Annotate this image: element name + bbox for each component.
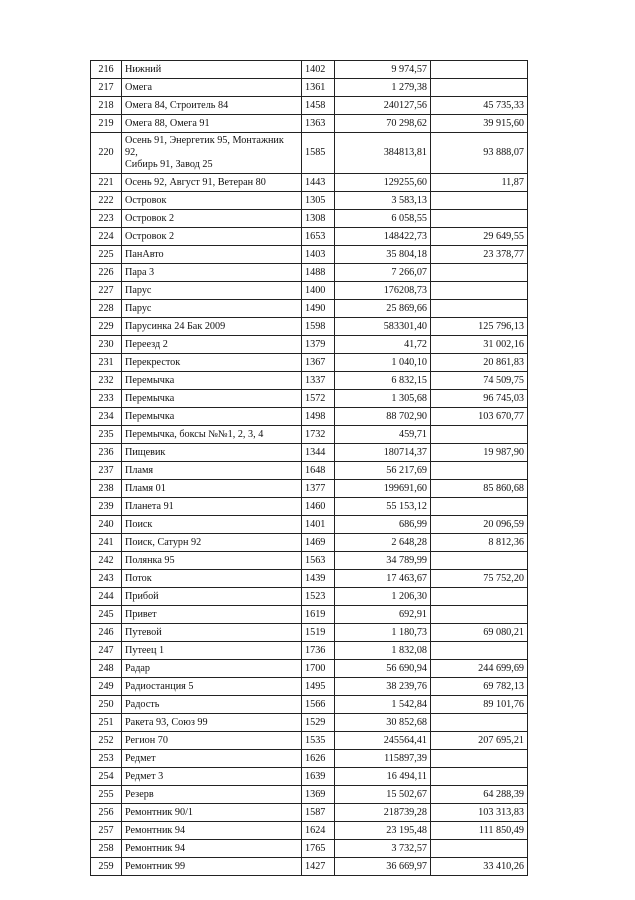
table-row	[91, 264, 528, 282]
table-row	[91, 822, 528, 840]
row-number-cell: 242	[91, 552, 122, 570]
table-row	[91, 408, 528, 426]
organization-name-cell: Нижний	[122, 61, 302, 79]
table-row	[91, 714, 528, 732]
organization-name-cell: Перемычка	[122, 372, 302, 390]
amount-cell: 180714,37	[335, 444, 431, 462]
amount-cell: 3 583,13	[335, 192, 431, 210]
extra-amount-cell: 64 288,39	[431, 786, 528, 804]
code-cell: 1439	[302, 570, 335, 588]
code-cell: 1535	[302, 732, 335, 750]
row-number-cell: 223	[91, 210, 122, 228]
table-row	[91, 282, 528, 300]
code-cell: 1369	[302, 786, 335, 804]
organization-name-cell: Перемычка, боксы №№1, 2, 3, 4	[122, 426, 302, 444]
amount-cell: 129255,60	[335, 174, 431, 192]
row-number-cell: 228	[91, 300, 122, 318]
extra-amount-cell	[431, 264, 528, 282]
amount-cell: 3 732,57	[335, 840, 431, 858]
organization-name-cell: Редмет 3	[122, 768, 302, 786]
extra-amount-cell	[431, 714, 528, 732]
code-cell: 1598	[302, 318, 335, 336]
row-number-cell: 227	[91, 282, 122, 300]
row-number-cell: 232	[91, 372, 122, 390]
row-number-cell: 226	[91, 264, 122, 282]
table-row	[91, 246, 528, 264]
registry-table-body	[91, 61, 528, 876]
extra-amount-cell: 93 888,07	[431, 133, 528, 174]
amount-cell: 583301,40	[335, 318, 431, 336]
code-cell: 1337	[302, 372, 335, 390]
extra-amount-cell	[431, 840, 528, 858]
row-number-cell: 233	[91, 390, 122, 408]
extra-amount-cell	[431, 61, 528, 79]
row-number-cell: 218	[91, 97, 122, 115]
extra-amount-cell	[431, 498, 528, 516]
amount-cell: 1 279,38	[335, 79, 431, 97]
code-cell: 1529	[302, 714, 335, 732]
organization-name-cell: ПанАвто	[122, 246, 302, 264]
code-cell: 1344	[302, 444, 335, 462]
table-row	[91, 462, 528, 480]
code-cell: 1765	[302, 840, 335, 858]
code-cell: 1367	[302, 354, 335, 372]
organization-name-cell: Парус	[122, 282, 302, 300]
extra-amount-cell	[431, 642, 528, 660]
code-cell: 1639	[302, 768, 335, 786]
amount-cell: 240127,56	[335, 97, 431, 115]
organization-name-cell: Ремонтник 99	[122, 858, 302, 876]
table-row	[91, 732, 528, 750]
table-row	[91, 678, 528, 696]
code-cell: 1626	[302, 750, 335, 768]
amount-cell: 176208,73	[335, 282, 431, 300]
organization-name-cell: Путеец 1	[122, 642, 302, 660]
table-row	[91, 696, 528, 714]
amount-cell: 55 153,12	[335, 498, 431, 516]
extra-amount-cell: 125 796,13	[431, 318, 528, 336]
table-row	[91, 210, 528, 228]
amount-cell: 16 494,11	[335, 768, 431, 786]
code-cell: 1498	[302, 408, 335, 426]
amount-cell: 15 502,67	[335, 786, 431, 804]
code-cell: 1519	[302, 624, 335, 642]
row-number-cell: 237	[91, 462, 122, 480]
row-number-cell: 254	[91, 768, 122, 786]
amount-cell: 56 217,69	[335, 462, 431, 480]
table-row	[91, 79, 528, 97]
organization-name-cell: Радость	[122, 696, 302, 714]
row-number-cell: 216	[91, 61, 122, 79]
row-number-cell: 258	[91, 840, 122, 858]
amount-cell: 30 852,68	[335, 714, 431, 732]
row-number-cell: 257	[91, 822, 122, 840]
organization-name-cell: Привет	[122, 606, 302, 624]
table-row	[91, 192, 528, 210]
table-row	[91, 228, 528, 246]
table-row	[91, 498, 528, 516]
amount-cell: 1 206,30	[335, 588, 431, 606]
code-cell: 1458	[302, 97, 335, 115]
organization-name-cell: Ремонтник 94	[122, 840, 302, 858]
code-cell: 1400	[302, 282, 335, 300]
extra-amount-cell: 19 987,90	[431, 444, 528, 462]
extra-amount-cell: 74 509,75	[431, 372, 528, 390]
amount-cell: 199691,60	[335, 480, 431, 498]
amount-cell: 115897,39	[335, 750, 431, 768]
table-row	[91, 624, 528, 642]
row-number-cell: 244	[91, 588, 122, 606]
extra-amount-cell: 8 812,36	[431, 534, 528, 552]
extra-amount-cell	[431, 606, 528, 624]
amount-cell: 1 040,10	[335, 354, 431, 372]
row-number-cell: 245	[91, 606, 122, 624]
organization-name-cell: Парусинка 24 Бак 2009	[122, 318, 302, 336]
extra-amount-cell	[431, 79, 528, 97]
code-cell: 1308	[302, 210, 335, 228]
table-row	[91, 115, 528, 133]
extra-amount-cell: 20 096,59	[431, 516, 528, 534]
amount-cell: 384813,81	[335, 133, 431, 174]
table-row	[91, 97, 528, 115]
organization-name-cell: Осень 92, Август 91, Ветеран 80	[122, 174, 302, 192]
table-row	[91, 174, 528, 192]
code-cell: 1363	[302, 115, 335, 133]
table-row	[91, 61, 528, 79]
amount-cell: 25 869,66	[335, 300, 431, 318]
extra-amount-cell: 75 752,20	[431, 570, 528, 588]
code-cell: 1587	[302, 804, 335, 822]
table-row	[91, 480, 528, 498]
table-row	[91, 390, 528, 408]
table-row	[91, 426, 528, 444]
extra-amount-cell: 23 378,77	[431, 246, 528, 264]
row-number-cell: 234	[91, 408, 122, 426]
table-row	[91, 768, 528, 786]
organization-name-cell: Переезд 2	[122, 336, 302, 354]
code-cell: 1619	[302, 606, 335, 624]
organization-name-cell: Поиск	[122, 516, 302, 534]
amount-cell: 1 542,84	[335, 696, 431, 714]
extra-amount-cell: 89 101,76	[431, 696, 528, 714]
row-number-cell: 217	[91, 79, 122, 97]
amount-cell: 23 195,48	[335, 822, 431, 840]
row-number-cell: 248	[91, 660, 122, 678]
amount-cell: 88 702,90	[335, 408, 431, 426]
row-number-cell: 231	[91, 354, 122, 372]
extra-amount-cell	[431, 768, 528, 786]
table-row	[91, 354, 528, 372]
organization-name-cell: Ремонтник 94	[122, 822, 302, 840]
amount-cell: 6 058,55	[335, 210, 431, 228]
organization-name-cell: Ракета 93, Союз 99	[122, 714, 302, 732]
amount-cell: 7 266,07	[335, 264, 431, 282]
organization-name-cell: Путевой	[122, 624, 302, 642]
row-number-cell: 229	[91, 318, 122, 336]
amount-cell: 41,72	[335, 336, 431, 354]
organization-name-cell: Пламя	[122, 462, 302, 480]
organization-name-cell: Перекресток	[122, 354, 302, 372]
row-number-cell: 259	[91, 858, 122, 876]
row-number-cell: 219	[91, 115, 122, 133]
organization-name-cell: Омега	[122, 79, 302, 97]
amount-cell: 692,91	[335, 606, 431, 624]
amount-cell: 34 789,99	[335, 552, 431, 570]
organization-name-cell: Пара 3	[122, 264, 302, 282]
amount-cell: 56 690,94	[335, 660, 431, 678]
amount-cell: 686,99	[335, 516, 431, 534]
row-number-cell: 255	[91, 786, 122, 804]
extra-amount-cell	[431, 462, 528, 480]
row-number-cell: 220	[91, 133, 122, 174]
organization-name-cell: Поиск, Сатурн 92	[122, 534, 302, 552]
table-row	[91, 642, 528, 660]
table-row	[91, 444, 528, 462]
organization-name-cell: Осень 91, Энергетик 95, Монтажник 92, Сибирь 91, Завод 25	[122, 133, 302, 174]
organization-name-cell: Пламя 01	[122, 480, 302, 498]
code-cell: 1377	[302, 480, 335, 498]
organization-name-cell: Островок 2	[122, 210, 302, 228]
row-number-cell: 246	[91, 624, 122, 642]
table-row	[91, 570, 528, 588]
row-number-cell: 224	[91, 228, 122, 246]
row-number-cell: 236	[91, 444, 122, 462]
extra-amount-cell: 69 782,13	[431, 678, 528, 696]
extra-amount-cell	[431, 426, 528, 444]
table-row	[91, 750, 528, 768]
organization-name-cell: Планета 91	[122, 498, 302, 516]
code-cell: 1469	[302, 534, 335, 552]
organization-name-cell: Парус	[122, 300, 302, 318]
code-cell: 1736	[302, 642, 335, 660]
code-cell: 1648	[302, 462, 335, 480]
code-cell: 1624	[302, 822, 335, 840]
table-row	[91, 133, 528, 174]
organization-name-cell: Перемычка	[122, 390, 302, 408]
code-cell: 1566	[302, 696, 335, 714]
extra-amount-cell: 244 699,69	[431, 660, 528, 678]
row-number-cell: 235	[91, 426, 122, 444]
code-cell: 1401	[302, 516, 335, 534]
code-cell: 1732	[302, 426, 335, 444]
table-row	[91, 300, 528, 318]
code-cell: 1490	[302, 300, 335, 318]
organization-name-cell: Регион 70	[122, 732, 302, 750]
organization-name-cell: Островок 2	[122, 228, 302, 246]
extra-amount-cell: 45 735,33	[431, 97, 528, 115]
extra-amount-cell: 33 410,26	[431, 858, 528, 876]
organization-name-cell: Островок	[122, 192, 302, 210]
row-number-cell: 251	[91, 714, 122, 732]
code-cell: 1495	[302, 678, 335, 696]
organization-name-cell: Пищевик	[122, 444, 302, 462]
extra-amount-cell	[431, 552, 528, 570]
table-row	[91, 840, 528, 858]
amount-cell: 218739,28	[335, 804, 431, 822]
amount-cell: 245564,41	[335, 732, 431, 750]
organization-name-cell: Поток	[122, 570, 302, 588]
amount-cell: 1 180,73	[335, 624, 431, 642]
amount-cell: 9 974,57	[335, 61, 431, 79]
row-number-cell: 253	[91, 750, 122, 768]
code-cell: 1572	[302, 390, 335, 408]
amount-cell: 17 463,67	[335, 570, 431, 588]
organization-name-cell: Прибой	[122, 588, 302, 606]
amount-cell: 36 669,97	[335, 858, 431, 876]
code-cell: 1402	[302, 61, 335, 79]
amount-cell: 1 305,68	[335, 390, 431, 408]
organization-name-cell: Полянка 95	[122, 552, 302, 570]
extra-amount-cell	[431, 588, 528, 606]
extra-amount-cell: 103 313,83	[431, 804, 528, 822]
organization-name-cell: Перемычка	[122, 408, 302, 426]
amount-cell: 6 832,15	[335, 372, 431, 390]
table-row	[91, 804, 528, 822]
extra-amount-cell	[431, 210, 528, 228]
code-cell: 1488	[302, 264, 335, 282]
table-row	[91, 588, 528, 606]
table-row	[91, 516, 528, 534]
amount-cell: 459,71	[335, 426, 431, 444]
code-cell: 1379	[302, 336, 335, 354]
extra-amount-cell	[431, 750, 528, 768]
code-cell: 1443	[302, 174, 335, 192]
extra-amount-cell: 207 695,21	[431, 732, 528, 750]
row-number-cell: 230	[91, 336, 122, 354]
code-cell: 1427	[302, 858, 335, 876]
table-row	[91, 534, 528, 552]
organization-name-cell: Омега 84, Строитель 84	[122, 97, 302, 115]
row-number-cell: 225	[91, 246, 122, 264]
row-number-cell: 239	[91, 498, 122, 516]
code-cell: 1361	[302, 79, 335, 97]
amount-cell: 38 239,76	[335, 678, 431, 696]
extra-amount-cell: 96 745,03	[431, 390, 528, 408]
code-cell: 1653	[302, 228, 335, 246]
row-number-cell: 250	[91, 696, 122, 714]
row-number-cell: 240	[91, 516, 122, 534]
organization-name-cell: Омега 88, Омега 91	[122, 115, 302, 133]
organization-name-cell: Радиостанция 5	[122, 678, 302, 696]
extra-amount-cell: 39 915,60	[431, 115, 528, 133]
registry-table	[90, 60, 528, 876]
organization-name-cell: Ремонтник 90/1	[122, 804, 302, 822]
table-row	[91, 552, 528, 570]
row-number-cell: 243	[91, 570, 122, 588]
table-row	[91, 660, 528, 678]
organization-name-cell: Редмет	[122, 750, 302, 768]
row-number-cell: 249	[91, 678, 122, 696]
code-cell: 1523	[302, 588, 335, 606]
row-number-cell: 238	[91, 480, 122, 498]
row-number-cell: 256	[91, 804, 122, 822]
amount-cell: 148422,73	[335, 228, 431, 246]
code-cell: 1305	[302, 192, 335, 210]
amount-cell: 2 648,28	[335, 534, 431, 552]
organization-name-cell: Резерв	[122, 786, 302, 804]
table-row	[91, 606, 528, 624]
table-row	[91, 336, 528, 354]
amount-cell: 70 298,62	[335, 115, 431, 133]
code-cell: 1563	[302, 552, 335, 570]
extra-amount-cell	[431, 300, 528, 318]
row-number-cell: 221	[91, 174, 122, 192]
amount-cell: 35 804,18	[335, 246, 431, 264]
extra-amount-cell: 111 850,49	[431, 822, 528, 840]
extra-amount-cell: 85 860,68	[431, 480, 528, 498]
extra-amount-cell	[431, 282, 528, 300]
table-row	[91, 372, 528, 390]
table-row	[91, 318, 528, 336]
amount-cell: 1 832,08	[335, 642, 431, 660]
table-row	[91, 858, 528, 876]
extra-amount-cell: 11,87	[431, 174, 528, 192]
code-cell: 1460	[302, 498, 335, 516]
code-cell: 1700	[302, 660, 335, 678]
extra-amount-cell: 31 002,16	[431, 336, 528, 354]
row-number-cell: 252	[91, 732, 122, 750]
extra-amount-cell: 103 670,77	[431, 408, 528, 426]
code-cell: 1585	[302, 133, 335, 174]
extra-amount-cell: 29 649,55	[431, 228, 528, 246]
table-row	[91, 786, 528, 804]
extra-amount-cell: 20 861,83	[431, 354, 528, 372]
organization-name-cell: Радар	[122, 660, 302, 678]
row-number-cell: 247	[91, 642, 122, 660]
row-number-cell: 241	[91, 534, 122, 552]
extra-amount-cell	[431, 192, 528, 210]
row-number-cell: 222	[91, 192, 122, 210]
extra-amount-cell: 69 080,21	[431, 624, 528, 642]
code-cell: 1403	[302, 246, 335, 264]
